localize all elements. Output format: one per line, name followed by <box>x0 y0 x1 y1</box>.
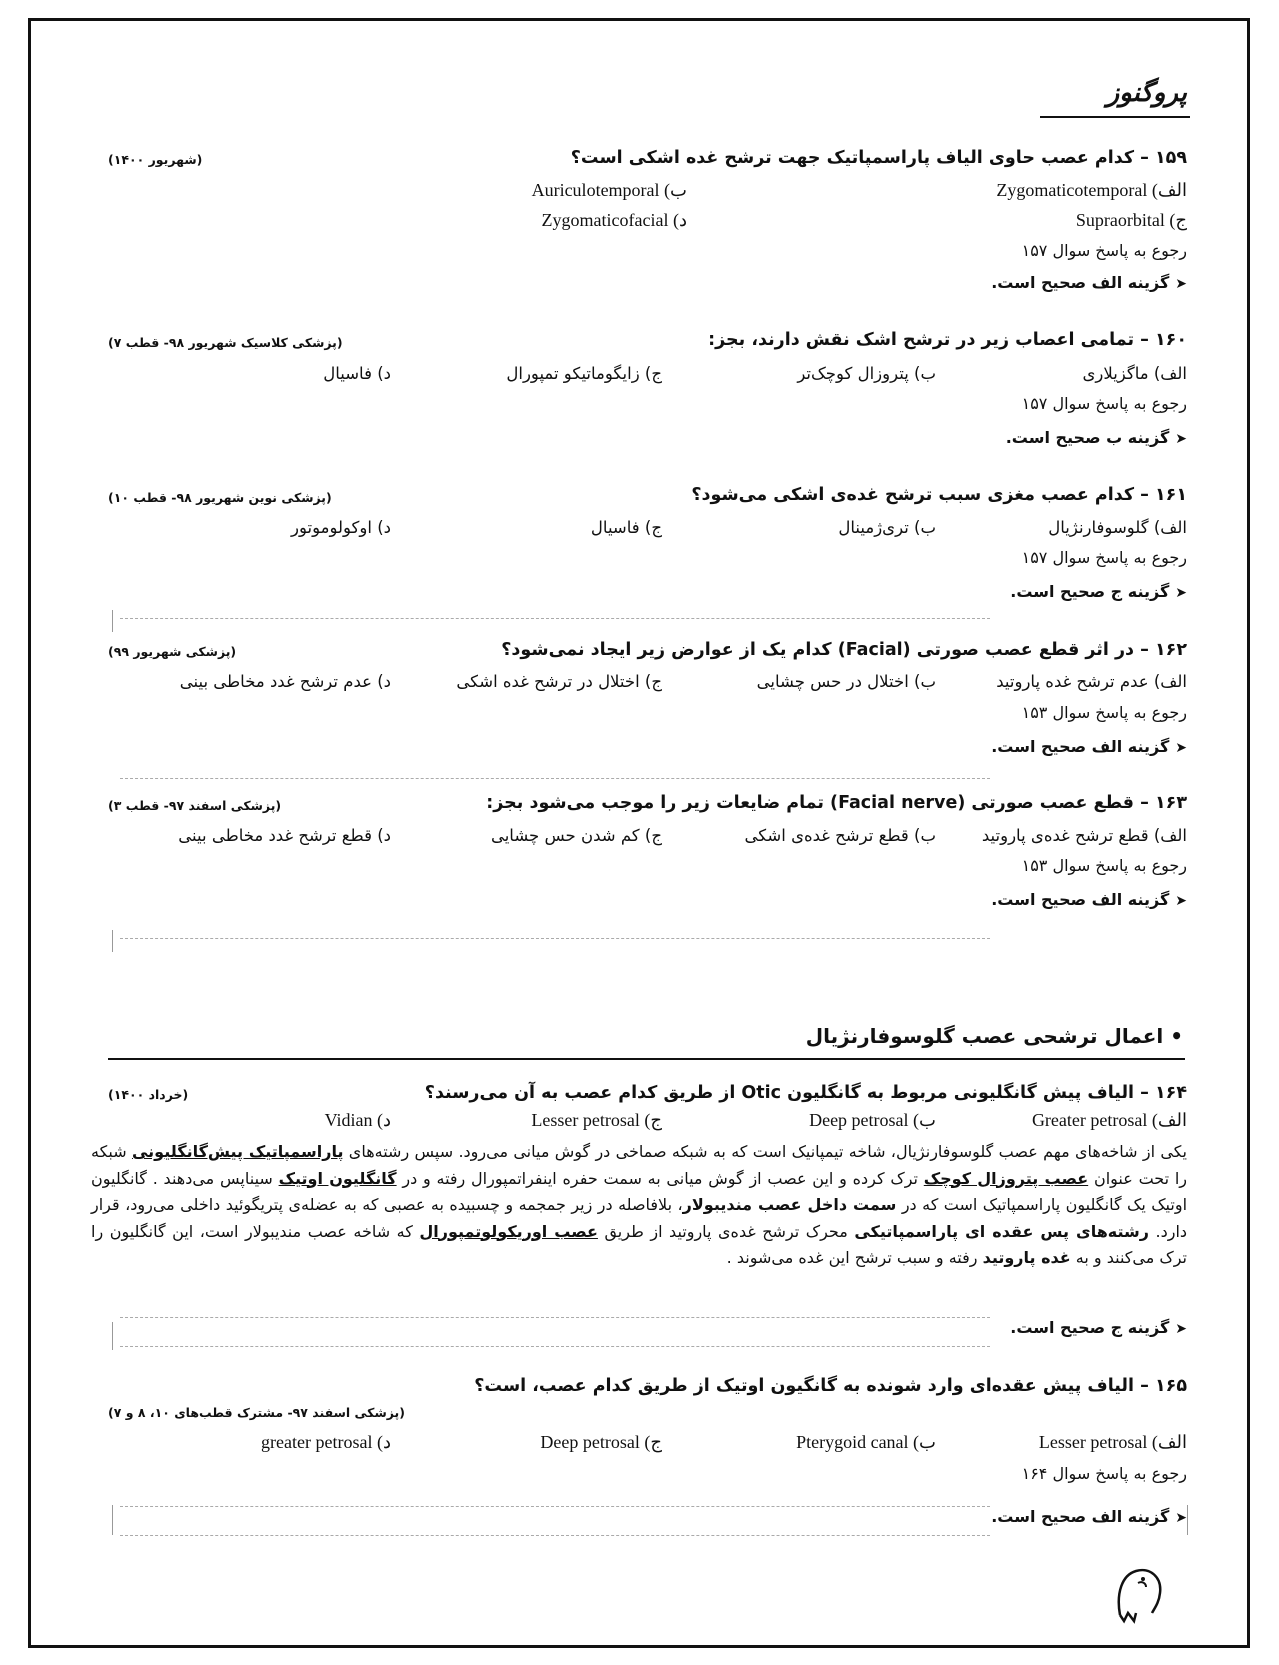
arrowhead-icon: ➤ <box>1175 1510 1187 1526</box>
scan-artifact <box>112 1322 113 1350</box>
arrowhead-icon: ➤ <box>1175 276 1187 292</box>
question-text: الیاف پیش عقده‌ای وارد شونده به گانگیون اوتیک از طریق کدام عصب، است؟ <box>474 1376 1135 1396</box>
question-source: (پزشکی اسفند ۹۷- قطب ۳) <box>108 798 282 813</box>
scan-artifact <box>120 1346 990 1347</box>
para-text: ترک کرده و این عصب از گوش میانی به سمت حفره اینفراتمپورال رفته و در <box>396 1168 924 1188</box>
answer-text: گزینه ج صحیح است. <box>1010 1318 1170 1337</box>
para-bold: سمت داخل عصب مندیبولار <box>682 1195 897 1214</box>
answer-line <box>1006 428 1187 447</box>
answer-line <box>991 1507 1187 1526</box>
answer-line <box>991 890 1187 909</box>
scan-artifact <box>112 930 113 952</box>
para-text: شبکه را تحت عنوان <box>91 1142 1188 1188</box>
question-161 <box>691 485 1187 505</box>
para-text: یکی از شاخه‌های مهم عصب گلوسوفارنژیال، شاخه تیمپانیک است که به شبکه صماخی در گوش میانی می‌رود. سپس رشته‌های <box>343 1142 1188 1161</box>
option-d: د) Zygomaticofacial <box>541 210 687 230</box>
para-text: ، بلافاصله در زیر جمجمه و چسبیده به عصبی که به عضله‌ی پتریگوئید داخلی می‌رود، قرار دارد. <box>91 1195 1188 1241</box>
question-number: ۱۶۵ – <box>1140 1376 1187 1396</box>
scan-artifact <box>112 1505 113 1535</box>
answer-reference: رجوع به پاسخ سوال ۱۵۷ <box>1021 548 1187 567</box>
para-bold: غده پاروتید <box>982 1248 1071 1267</box>
scan-artifact <box>1187 1505 1188 1535</box>
page-title: پروگنوز <box>1106 78 1187 108</box>
arrowhead-icon: ➤ <box>1175 740 1187 756</box>
para-text: سیناپس می‌دهند . گانگلیون اوتیک یک گانگلیون پاراسمپاتیک است که در <box>91 1168 1188 1214</box>
option-b: ب) Pterygoid canal <box>796 1432 936 1452</box>
arrowhead-icon: ➤ <box>1175 1321 1187 1337</box>
scan-artifact <box>120 1317 990 1318</box>
answer-text: گزینه الف صحیح است. <box>991 273 1170 292</box>
para-underlined: عصب پتروزال کوچک <box>923 1168 1089 1188</box>
question-source: (شهریور ۱۴۰۰) <box>108 152 203 167</box>
question-number: ۱۶۱ – <box>1140 485 1187 505</box>
para-underlined: گانگلیون اوتیک <box>278 1168 397 1188</box>
option-b: ب) Auriculotemporal <box>531 180 687 200</box>
option-d: د) قطع ترشح غدد مخاطی بینی <box>178 826 391 845</box>
option-c: ج) کم شدن حس چشایی <box>490 826 662 845</box>
answer-reference: رجوع به پاسخ سوال ۱۵۳ <box>1021 856 1187 875</box>
question-number: ۱۶۲ – <box>1140 640 1187 660</box>
option-d: د) Vidian <box>324 1110 391 1130</box>
scan-artifact <box>120 938 990 939</box>
answer-text: گزینه الف صحیح است. <box>991 890 1170 909</box>
question-159 <box>571 148 1187 168</box>
para-text: رفته و سبب ترشح این غده می‌شوند . <box>726 1248 983 1267</box>
question-text: کدام عصب حاوی الیاف پاراسمپاتیک جهت ترشح غده اشکی است؟ <box>570 148 1135 168</box>
arrowhead-icon: ➤ <box>1175 893 1187 909</box>
para-text: که شاخه عصب مندیبولار است، این گانگلیون را ترک می‌کنند و به <box>91 1221 1187 1267</box>
option-c: ج) فاسیال <box>590 518 662 537</box>
arrowhead-icon: ➤ <box>1175 431 1187 447</box>
option-a: الف) Zygomaticotemporal <box>996 180 1187 200</box>
para-underlined: پاراسمپاتیک پیش‌گانگلیونی <box>131 1142 344 1161</box>
para-bold: رشته‌های پس عقده ای پاراسمپاتیکی <box>854 1221 1149 1241</box>
explanation-paragraph <box>91 1139 1187 1272</box>
title-underline <box>1040 116 1190 118</box>
option-a: الف) ماگزیلاری <box>1082 364 1187 383</box>
para-underlined: عصب اوریکولوتمپورال <box>419 1221 598 1241</box>
answer-text: گزینه ب صحیح است. <box>1005 428 1170 447</box>
hand-drawn-face-icon <box>1110 1563 1170 1625</box>
answer-reference: رجوع به پاسخ سوال ۱۵۳ <box>1021 703 1187 722</box>
arrowhead-icon: ➤ <box>1175 585 1187 601</box>
option-c: ج) Deep petrosal <box>540 1432 662 1452</box>
option-b: ب) پتروزال کوچک‌تر <box>797 364 936 383</box>
option-a: الف) Greater petrosal <box>1031 1110 1187 1130</box>
question-number: ۱۶۴ – <box>1140 1083 1187 1103</box>
answer-reference: رجوع به پاسخ سوال ۱۵۷ <box>1021 394 1187 413</box>
question-162 <box>501 640 1187 660</box>
question-number: ۱۶۰ – <box>1140 330 1187 350</box>
para-text: محرک ترشح غده‌ی پاروتید از طریق <box>597 1221 855 1241</box>
question-source: (پزشکی کلاسیک شهریور ۹۸- قطب ۷) <box>108 335 343 350</box>
question-text: تمامی اعصاب زیر در ترشح اشک نقش دارند، بجز: <box>708 330 1135 350</box>
question-source: (خرداد ۱۴۰۰) <box>108 1087 189 1102</box>
scan-artifact <box>120 1506 990 1507</box>
question-source: (پزشکی نوین شهریور ۹۸- قطب ۱۰) <box>108 490 332 505</box>
answer-line <box>991 737 1187 756</box>
option-a: الف) Lesser petrosal <box>1038 1432 1187 1452</box>
option-c: ج) زایگوماتیکو تمپورال <box>506 364 662 383</box>
answer-reference: رجوع به پاسخ سوال ۱۶۴ <box>1021 1464 1187 1483</box>
question-text: در اثر قطع عصب صورتی (Facial) کدام یک از عوارض زیر ایجاد نمی‌شود؟ <box>501 640 1135 660</box>
option-c: ج) Lesser petrosal <box>531 1110 662 1130</box>
option-b: ب) تری‌ژمینال <box>838 518 936 537</box>
question-source: (پزشکی اسفند ۹۷- مشترک قطب‌های ۱۰، ۸ و ۷) <box>108 1405 405 1420</box>
answer-line <box>1010 582 1187 601</box>
question-text: الیاف پیش گانگلیونی مربوط به گانگلیون Otic از طریق کدام عصب به آن می‌رسند؟ <box>424 1083 1135 1103</box>
option-c: ج) اختلال در ترشح غده اشکی <box>456 672 662 691</box>
section-heading: • اعمال ترشحی عصب گلوسوفارنژیال <box>805 1024 1183 1048</box>
scan-artifact <box>112 610 113 632</box>
question-number: ۱۵۹ – <box>1140 148 1187 168</box>
option-c: ج) Supraorbital <box>1075 210 1187 230</box>
option-b: ب) Deep petrosal <box>809 1110 936 1130</box>
option-a: الف) عدم ترشح غده پاروتید <box>996 672 1187 691</box>
section-rule <box>108 1058 1185 1060</box>
question-164 <box>425 1083 1187 1103</box>
option-b: ب) قطع ترشح غده‌ی اشکی <box>744 826 936 845</box>
option-d: د) greater petrosal <box>261 1432 391 1452</box>
scan-artifact <box>120 1535 990 1536</box>
question-text: کدام عصب مغزی سبب ترشح غده‌ی اشکی می‌شود؟ <box>691 485 1135 505</box>
scan-artifact <box>120 778 990 779</box>
question-text: قطع عصب صورتی (Facial nerve) تمام ضایعات زیر را موجب می‌شود بجز: <box>486 793 1135 813</box>
answer-text: گزینه الف صحیح است. <box>991 737 1170 756</box>
answer-text: گزینه ج صحیح است. <box>1010 582 1170 601</box>
option-d: د) عدم ترشح غدد مخاطی بینی <box>179 672 391 691</box>
option-d: د) فاسیال <box>323 364 391 383</box>
question-163 <box>486 793 1187 813</box>
scan-artifact <box>120 618 990 619</box>
answer-line <box>1010 1318 1187 1337</box>
option-b: ب) اختلال در حس چشایی <box>756 672 936 691</box>
question-160 <box>708 330 1187 350</box>
answer-text: گزینه الف صحیح است. <box>991 1507 1170 1526</box>
option-d: د) اوکولوموتور <box>291 518 391 537</box>
answer-reference: رجوع به پاسخ سوال ۱۵۷ <box>1021 241 1187 260</box>
question-source: (پزشکی شهریور ۹۹) <box>108 644 237 659</box>
question-number: ۱۶۳ – <box>1140 793 1187 813</box>
answer-line <box>991 273 1187 292</box>
option-a: الف) قطع ترشح غده‌ی پاروتید <box>981 826 1187 845</box>
option-a: الف) گلوسوفارنژیال <box>1048 518 1187 537</box>
question-165 <box>474 1376 1187 1396</box>
